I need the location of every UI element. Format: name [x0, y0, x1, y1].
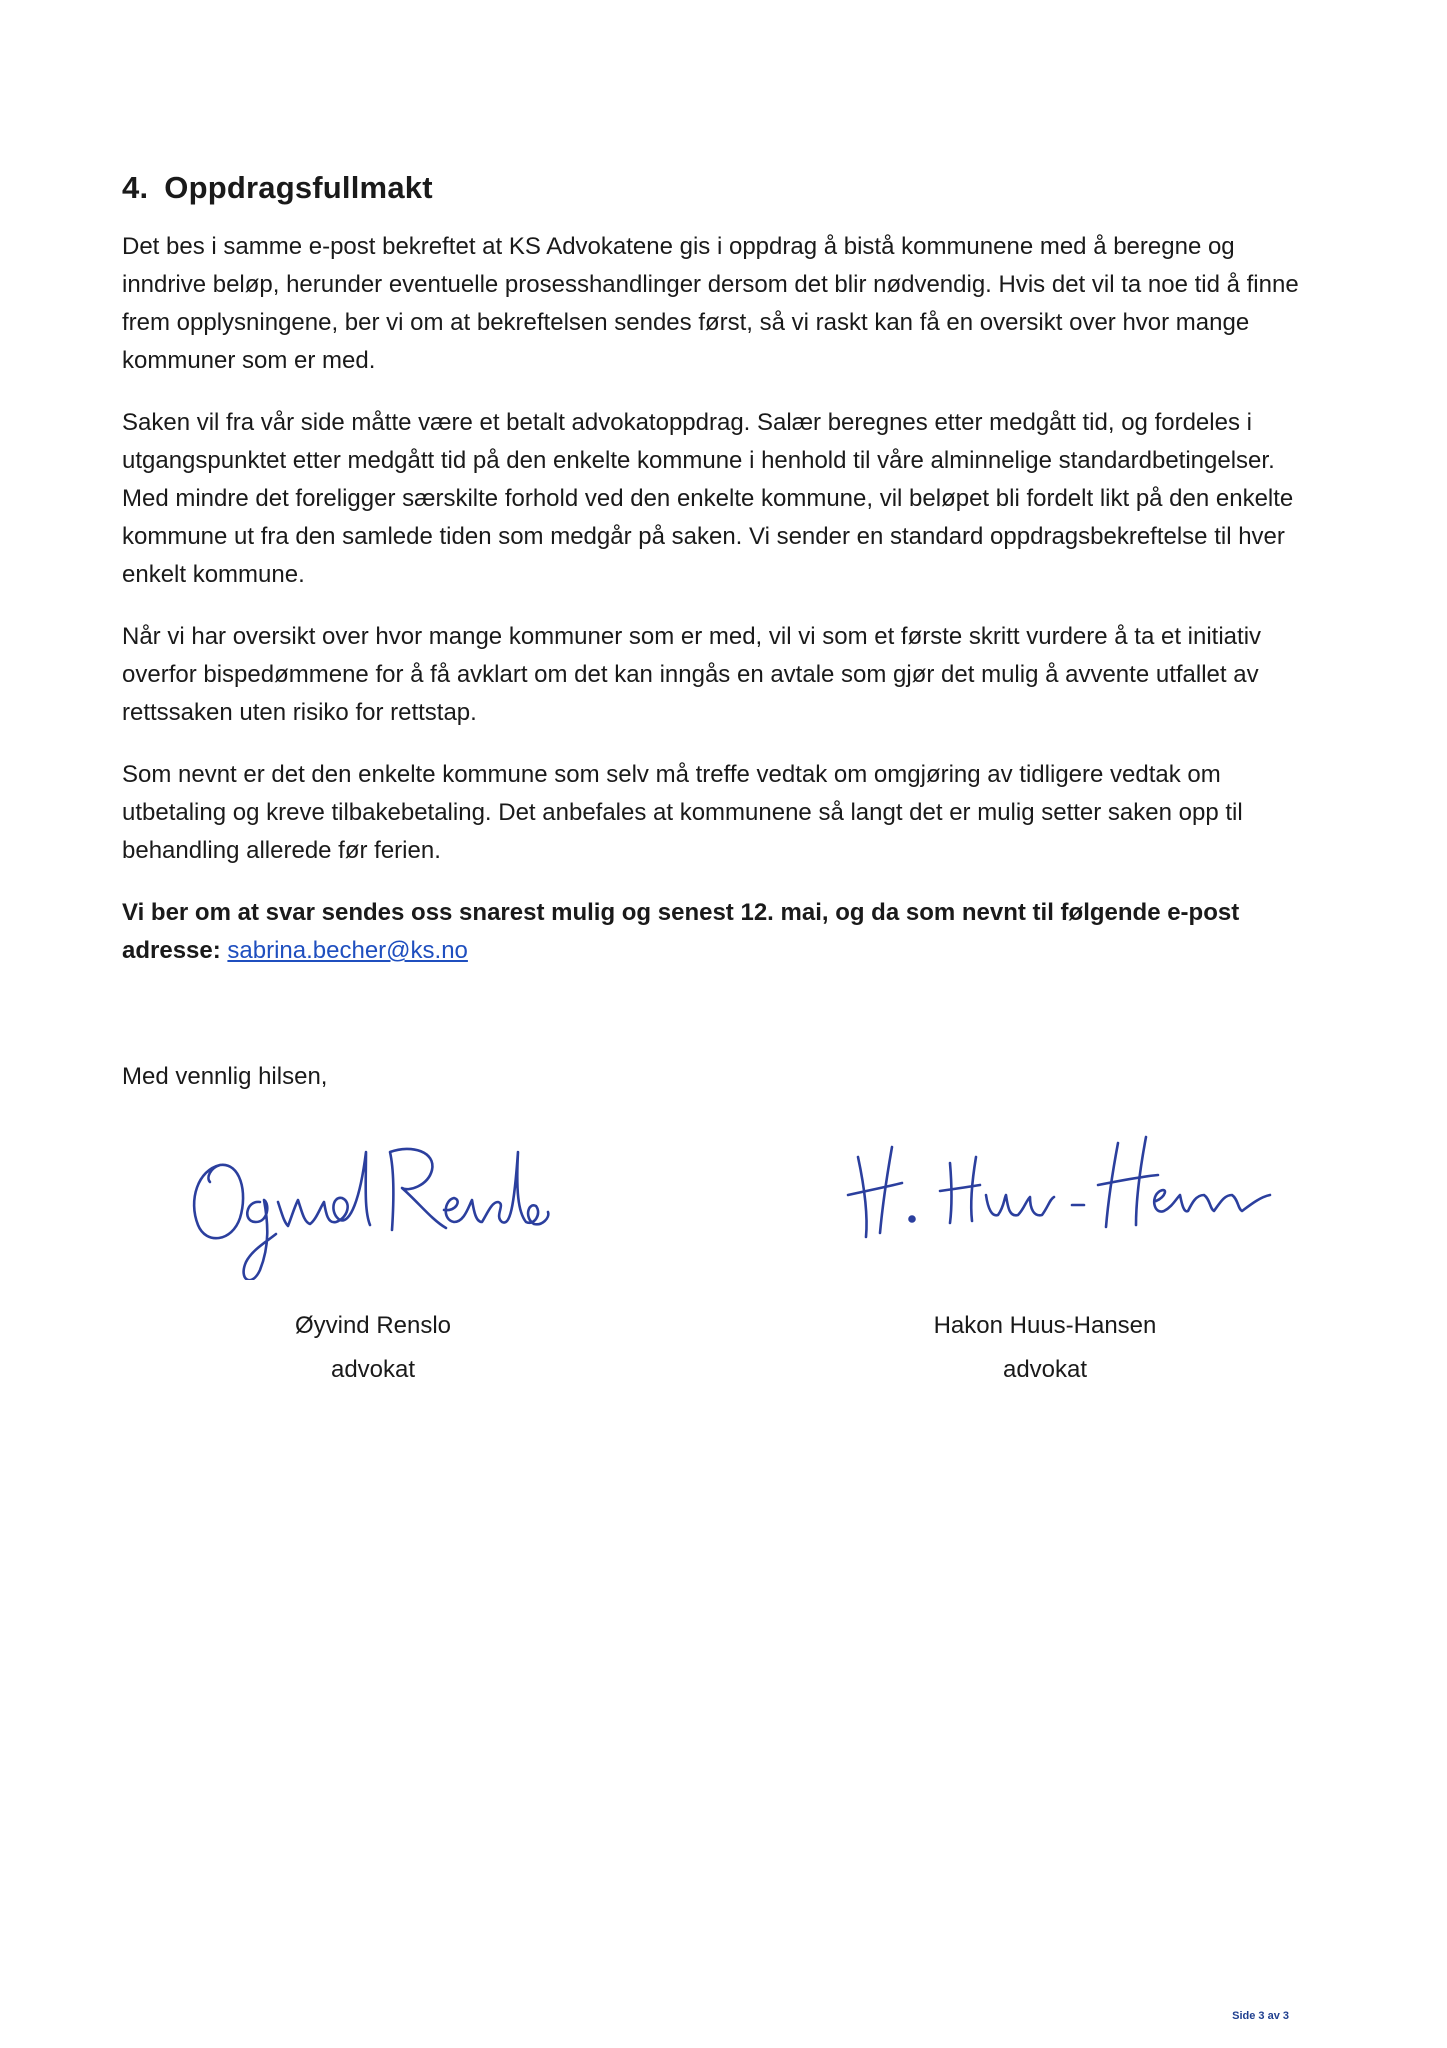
paragraph-decision: Som nevnt er det den enkelte kommune som selv må treffe vedtak om omgjøring av tidligere vedtak om utbetaling og kreve tilbakebetaling. Det anbefales at kommunene så langt det er mulig setter saken opp til behandling allerede før ferien. [122, 761, 1243, 864]
signature-huus-hansen [840, 1125, 1280, 1255]
signer-name: Øyvind Renslo [294, 1312, 452, 1339]
paragraph-fees: Saken vil fra vår side måtte være et betalt advokatoppdrag. Salær beregnes etter medgått tid, og fordeles i utgangspunktet etter medgått tid på den enkelte kommune i henhold til våre alminnelige standardbetingelser. Med mindre det foreligger særskilte forhold ved den enkelte kommune, vil beløpet bli fordelt likt på den enkelte kommune ut fra den samlede tiden som medgår på saken. Vi sender en standard oppdragsbekreftelse til hver enkelt kommune. [122, 409, 1294, 588]
section-title: Oppdragsfullmakt [164, 170, 433, 205]
signer-renslo [193, 1304, 553, 1392]
paragraph-initiative: Når vi har oversikt over hvor mange kommuner som er med, vil vi som et første skritt vurdere å ta et initiativ overfor bispedømmene for å få avklart om det kan inngås en avtale som gjør det mulig å avvente utfallet av rettssaken uten risiko for rettstap. [122, 623, 1262, 726]
paragraph-confirmation: Det bes i samme e-post bekreftet at KS Advokatene gis i oppdrag å bistå kommunene med å beregne og inndrive beløp, herunder eventuelle prosesshandlinger dersom det blir nødvendig. Hvis det vil ta noe tid å finne frem opplysningene, ber vi om at bekreftelsen sendes først, så vi raskt kan få en oversikt over hvor mange kommuner som er med. [122, 233, 1299, 374]
page-number: Side 3 av 3 [1232, 2010, 1289, 2022]
document-body [122, 170, 1302, 994]
section-heading [122, 170, 1302, 206]
email-link[interactable]: sabrina.becher@ks.no [227, 937, 468, 964]
signer-title: advokat [1002, 1356, 1088, 1383]
signature-renslo [180, 1130, 570, 1280]
request-text: Vi ber om at svar sendes oss snarest mulig og senest 12. mai, og da som nevnt til følgende e-post adresse: [122, 899, 1240, 964]
signer-title: advokat [330, 1356, 416, 1383]
signer-huus-hansen [865, 1304, 1225, 1392]
closing-greeting: Med vennlig hilsen, [122, 1063, 328, 1090]
signer-name: Hakon Huus-Hansen [933, 1312, 1157, 1339]
section-number: 4. [122, 170, 149, 205]
request-paragraph [122, 894, 1302, 970]
